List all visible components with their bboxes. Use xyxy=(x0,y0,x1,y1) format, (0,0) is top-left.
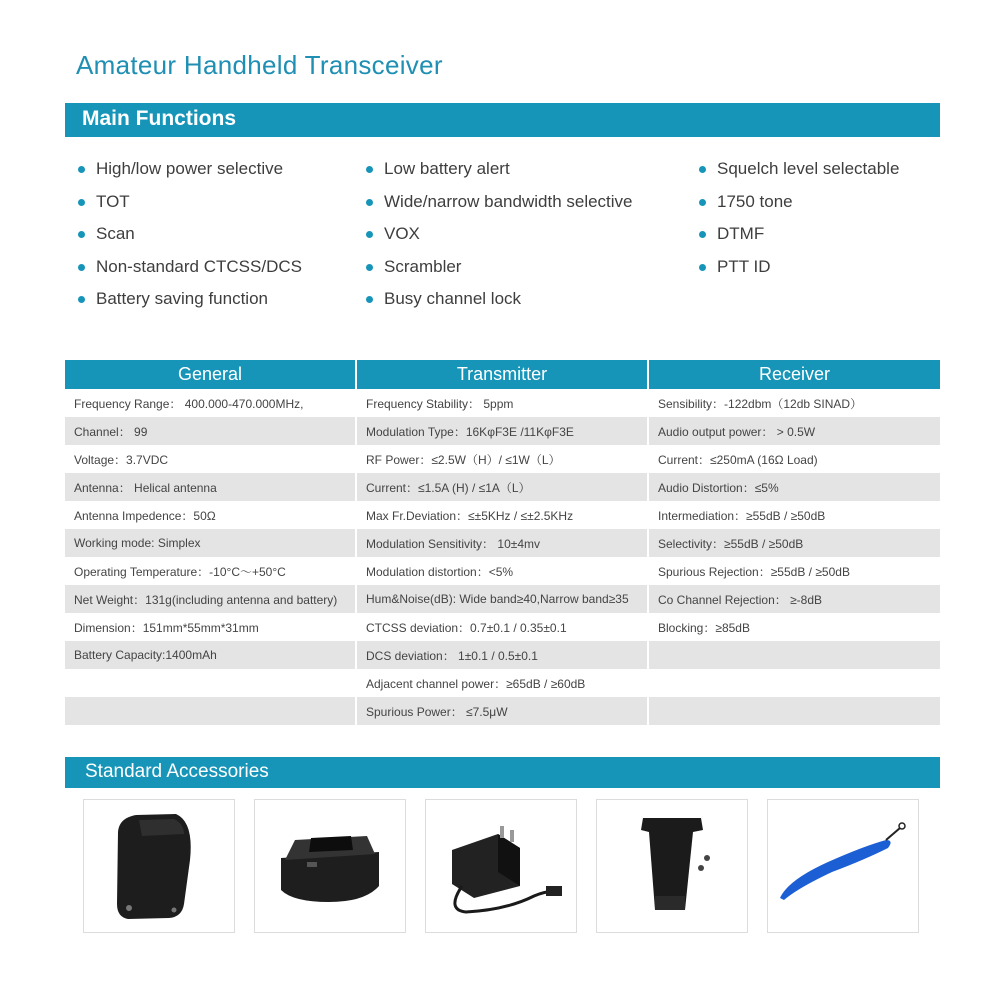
table-cell: Modulation Sensitivity： 10±4mv xyxy=(356,529,648,557)
functions-column-1 xyxy=(78,159,302,322)
table-cell xyxy=(648,669,940,697)
function-item: Busy channel lock xyxy=(366,289,633,322)
table-cell xyxy=(648,641,940,669)
function-item: TOT xyxy=(78,192,302,225)
function-item: Squelch level selectable xyxy=(699,159,899,192)
table-cell xyxy=(65,697,356,725)
table-cell: Audio Distortion：≤5% xyxy=(648,473,940,501)
table-cell: Spurious Power： ≤7.5μW xyxy=(356,697,648,725)
bullet-icon xyxy=(366,231,373,238)
belt-clip-icon xyxy=(597,800,747,932)
accessory-lanyard xyxy=(767,799,919,933)
table-cell: Modulation Type：16KφF3E /11KφF3E xyxy=(356,417,648,445)
page-title: Amateur Handheld Transceiver xyxy=(76,50,443,80)
table-cell xyxy=(65,669,356,697)
table-cell: Frequency Range： 400.000-470.000MHz, xyxy=(65,389,356,417)
table-cell: Voltage：3.7VDC xyxy=(65,445,356,473)
accessories-heading: Standard Accessories xyxy=(85,761,269,782)
functions-column-2 xyxy=(366,159,633,322)
table-row xyxy=(65,417,940,445)
bullet-icon xyxy=(366,199,373,206)
table-row xyxy=(65,557,940,585)
function-item: 1750 tone xyxy=(699,192,899,225)
table-cell: Antenna： Helical antenna xyxy=(65,473,356,501)
table-cell: Battery Capacity:1400mAh xyxy=(65,641,356,669)
table-cell: Modulation distortion：<5% xyxy=(356,557,648,585)
table-cell: Hum&Noise(dB): Wide band≥40,Narrow band≥35 xyxy=(356,585,648,613)
table-cell: Frequency Stability： 5ppm xyxy=(356,389,648,417)
lanyard-icon xyxy=(768,800,918,932)
bullet-icon xyxy=(78,166,85,173)
table-row xyxy=(65,389,940,417)
table-row xyxy=(65,445,940,473)
table-row xyxy=(65,697,940,725)
table-cell: Dimension：151mm*55mm*31mm xyxy=(65,613,356,641)
table-cell: Channel： 99 xyxy=(65,417,356,445)
charging-cradle-icon xyxy=(255,800,405,932)
table-row xyxy=(65,473,940,501)
table-cell: Selectivity：≥55dB / ≥50dB xyxy=(648,529,940,557)
function-item: Wide/narrow bandwidth selective xyxy=(366,192,633,225)
main-functions-heading: Main Functions xyxy=(82,107,236,130)
bullet-icon xyxy=(366,166,373,173)
bullet-icon xyxy=(366,296,373,303)
accessory-charger xyxy=(254,799,406,933)
table-cell: Sensibility：-122dbm（12db SINAD） xyxy=(648,389,940,417)
accessory-battery xyxy=(83,799,235,933)
table-cell: Working mode: Simplex xyxy=(65,529,356,557)
bullet-icon xyxy=(366,264,373,271)
table-row xyxy=(65,641,940,669)
table-row xyxy=(65,501,940,529)
function-item: Battery saving function xyxy=(78,289,302,322)
spec-header-general: General xyxy=(65,360,356,389)
table-cell: Operating Temperature：-10°C～+50°C xyxy=(65,557,356,585)
table-cell: Max Fr.Deviation：≤±5KHz / ≤±2.5KHz xyxy=(356,501,648,529)
bullet-icon xyxy=(78,231,85,238)
bullet-icon xyxy=(699,231,706,238)
bullet-icon xyxy=(78,199,85,206)
table-cell: Adjacent channel power：≥65dB / ≥60dB xyxy=(356,669,648,697)
table-cell: Audio output power： > 0.5W xyxy=(648,417,940,445)
function-item: Scrambler xyxy=(366,257,633,290)
power-adapter-icon xyxy=(426,800,576,932)
main-functions-header xyxy=(65,103,940,137)
spec-header-transmitter: Transmitter xyxy=(356,360,648,389)
table-cell: Blocking：≥85dB xyxy=(648,613,940,641)
accessories-header xyxy=(65,757,940,788)
spec-table xyxy=(65,360,940,725)
table-cell: Current：≤250mA (16Ω Load) xyxy=(648,445,940,473)
function-item: VOX xyxy=(366,224,633,257)
table-cell: Net Weight：131g(including antenna and battery) xyxy=(65,585,356,613)
functions-column-3 xyxy=(699,159,899,289)
table-row xyxy=(65,585,940,613)
table-cell: Spurious Rejection：≥55dB / ≥50dB xyxy=(648,557,940,585)
bullet-icon xyxy=(699,199,706,206)
table-cell: Current：≤1.5A (H) / ≤1A（L） xyxy=(356,473,648,501)
function-item: PTT ID xyxy=(699,257,899,290)
bullet-icon xyxy=(78,296,85,303)
table-cell: DCS deviation： 1±0.1 / 0.5±0.1 xyxy=(356,641,648,669)
function-item: Scan xyxy=(78,224,302,257)
battery-pack-icon xyxy=(84,800,234,932)
table-cell: Intermediation：≥55dB / ≥50dB xyxy=(648,501,940,529)
table-cell: Antenna Impedence：50Ω xyxy=(65,501,356,529)
bullet-icon xyxy=(78,264,85,271)
table-cell xyxy=(648,697,940,725)
spec-header-row xyxy=(65,360,940,389)
function-item: DTMF xyxy=(699,224,899,257)
table-cell: CTCSS deviation：0.7±0.1 / 0.35±0.1 xyxy=(356,613,648,641)
function-item: High/low power selective xyxy=(78,159,302,192)
accessory-adapter xyxy=(425,799,577,933)
bullet-icon xyxy=(699,264,706,271)
function-item: Low battery alert xyxy=(366,159,633,192)
table-row xyxy=(65,529,940,557)
table-row xyxy=(65,669,940,697)
accessory-belt-clip xyxy=(596,799,748,933)
table-cell: RF Power：≤2.5W（H）/ ≤1W（L） xyxy=(356,445,648,473)
bullet-icon xyxy=(699,166,706,173)
function-item: Non-standard CTCSS/DCS xyxy=(78,257,302,290)
spec-header-receiver: Receiver xyxy=(648,360,940,389)
table-cell: Co Channel Rejection： ≥-8dB xyxy=(648,585,940,613)
table-row xyxy=(65,613,940,641)
